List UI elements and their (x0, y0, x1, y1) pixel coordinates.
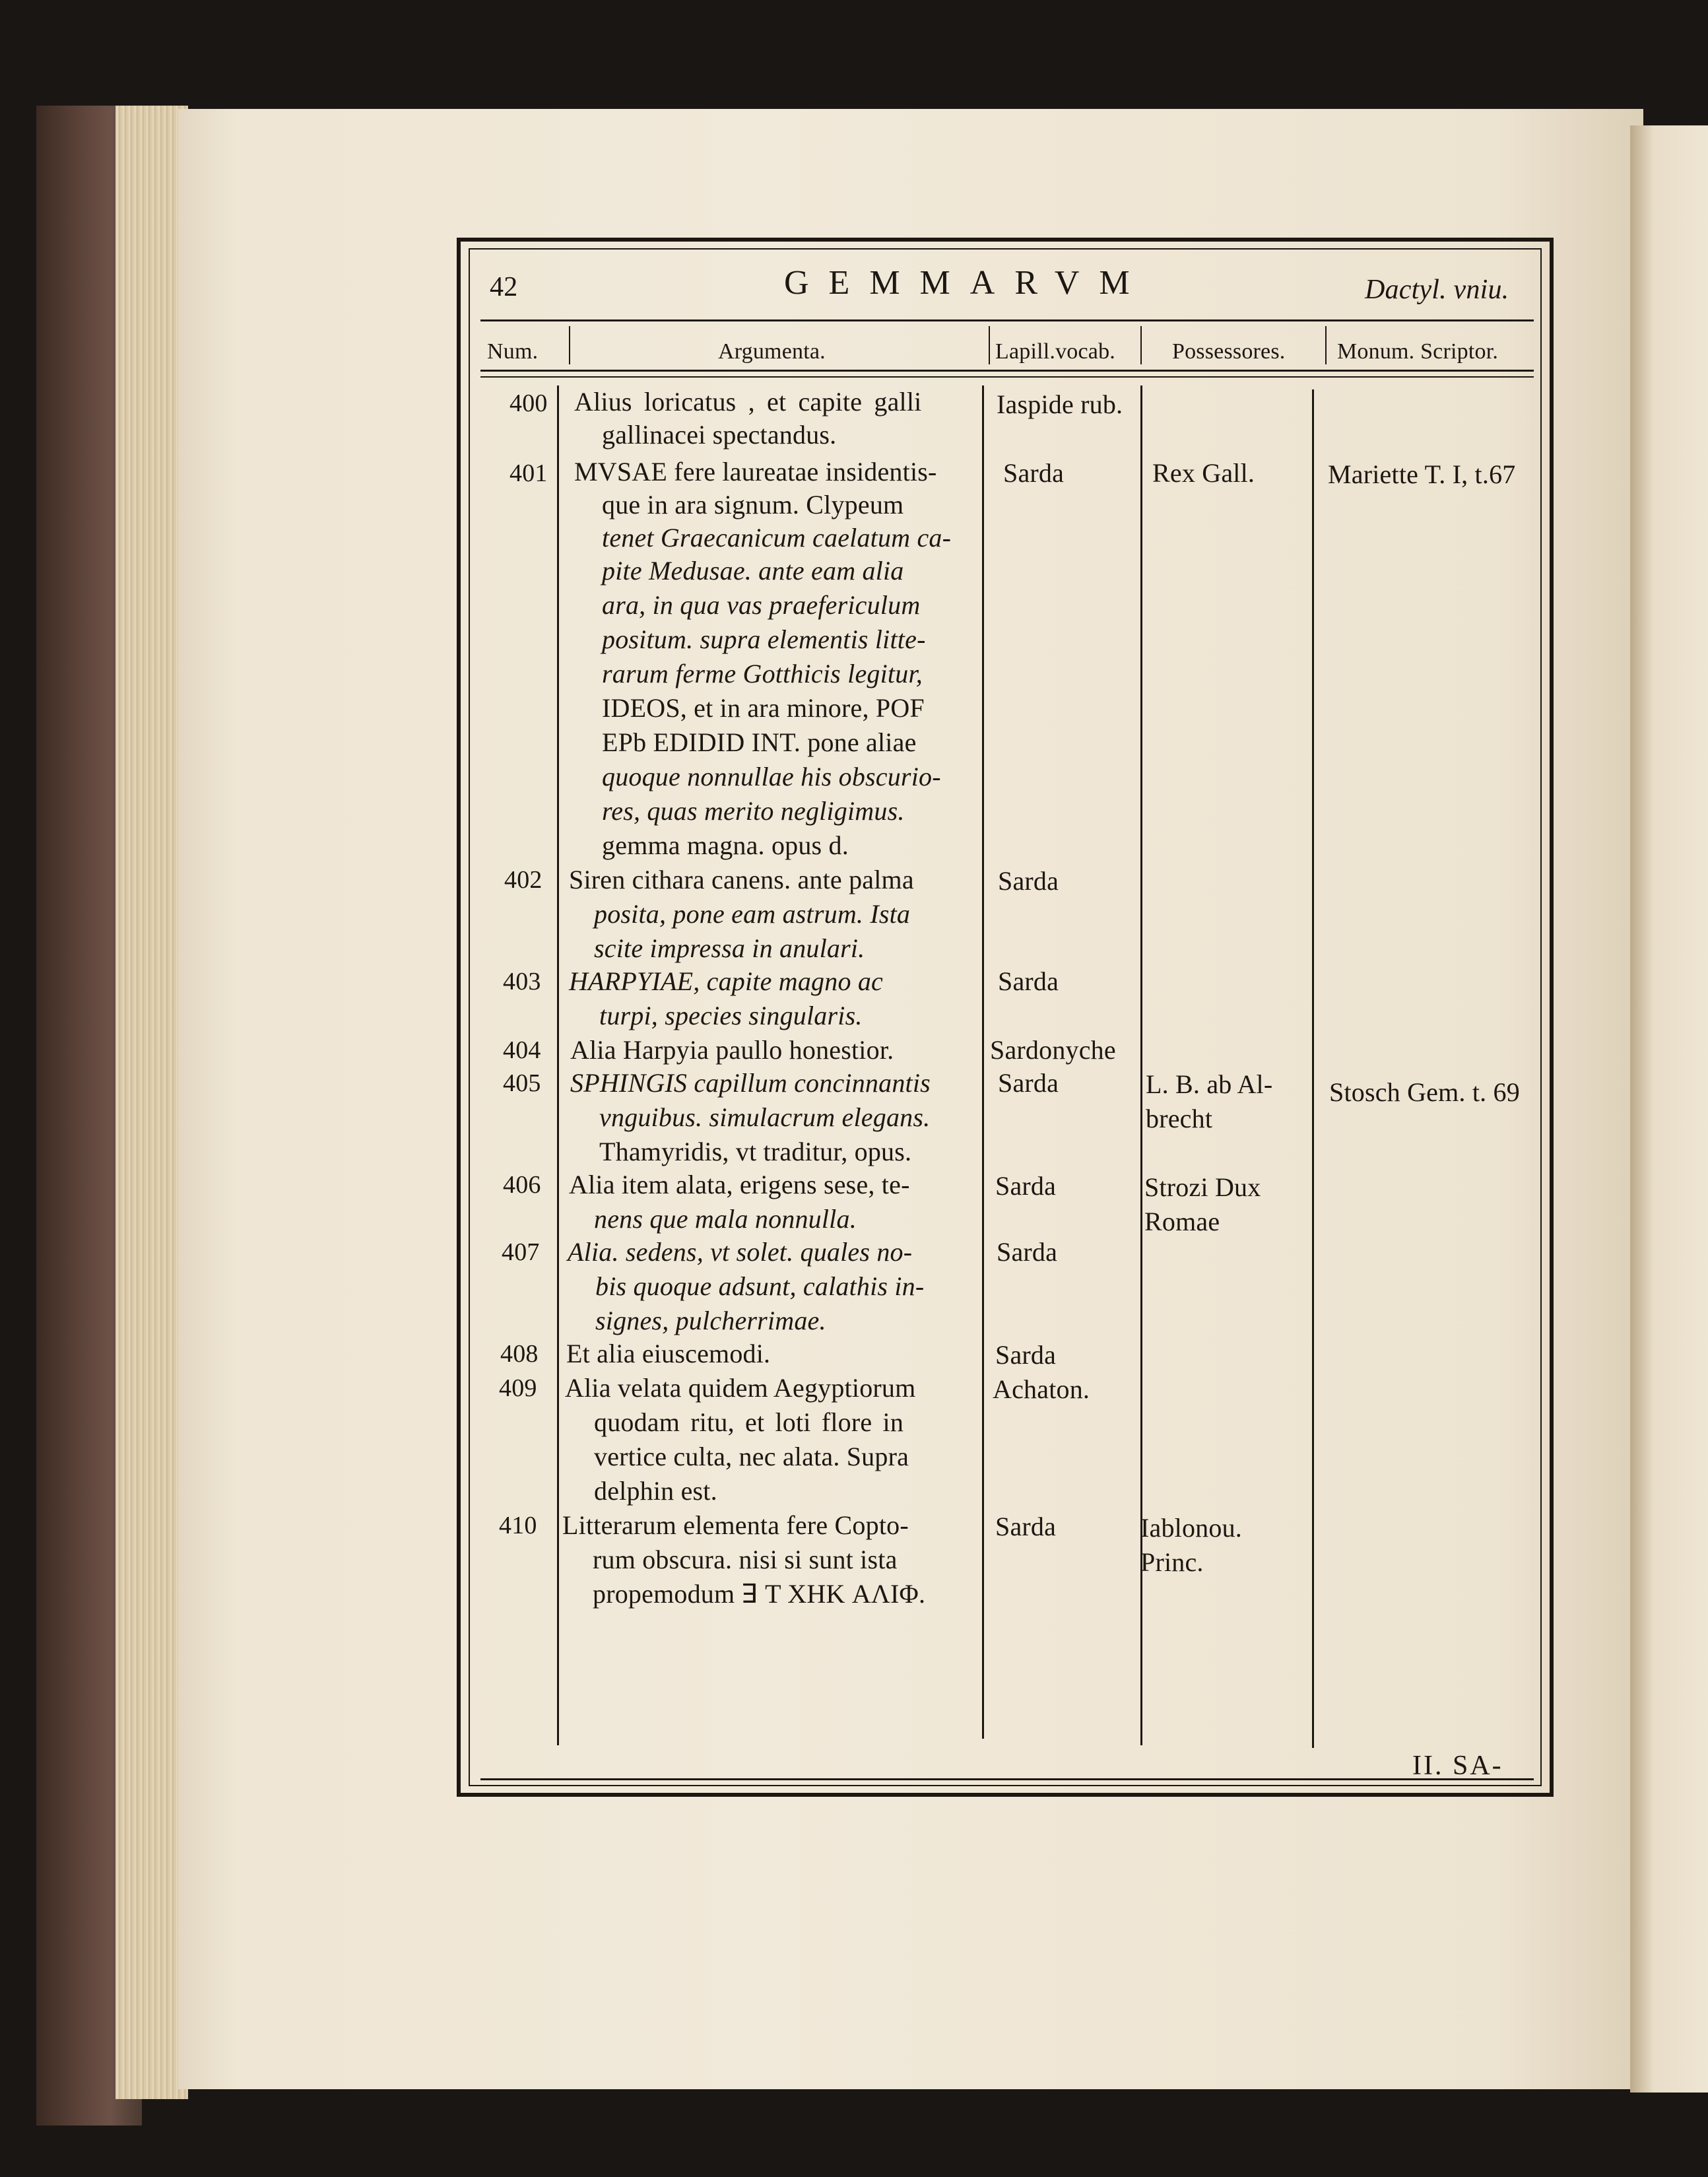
entry-num: 408 (500, 1340, 539, 1368)
entry-stone: Sarda (998, 966, 1059, 996)
entry-owner: Rex Gall. (1152, 458, 1255, 488)
entry-num: 403 (503, 968, 541, 995)
entry-text-line: gallinacei spectandus. (602, 420, 837, 450)
entry-text-line: Et alia eiuscemodi. (566, 1339, 771, 1368)
entry-text-line: bis quoque adsunt, calathis in- (595, 1271, 925, 1301)
entry-stone: Sarda (995, 1512, 1057, 1541)
entry-text-line: res, quas merito negligimus. (602, 796, 905, 826)
footer-rule (480, 1778, 1534, 1780)
entry-text-line: vertice culta, nec alata. Supra (594, 1442, 909, 1471)
entry-monum: Stosch Gem. t. 69 (1329, 1077, 1520, 1107)
col-rule-4 (1312, 389, 1314, 1748)
entry-text-line: HARPYIAE, capite magno ac (569, 966, 883, 996)
entry-text-line: rum obscura. nisi si sunt ista (593, 1545, 898, 1574)
entry-text-line: Siren cithara canens. ante palma (569, 865, 914, 894)
col-rule-1 (557, 385, 559, 1745)
entry-text-line: quoque nonnullae his obscurio- (602, 762, 941, 791)
entry-text-line: nens que mala nonnulla. (594, 1204, 857, 1234)
entry-num: 404 (503, 1036, 541, 1064)
entry-text-line: vnguibus. simulacrum elegans. (599, 1102, 931, 1132)
entry-text-line: Thamyridis, vt traditur, opus. (599, 1137, 912, 1166)
col-head-sep-4 (1325, 326, 1327, 364)
entry-text-line: Litterarum elementa fere Copto- (562, 1510, 909, 1540)
col-rule-2 (982, 385, 984, 1739)
entry-text-line: MVSAE fere laureatae insidentis- (574, 457, 937, 486)
entry-text-line: Alia. sedens, vt solet. quales no- (568, 1237, 913, 1267)
entry-num: 400 (509, 389, 548, 417)
header-rule-bottom-2 (480, 376, 1534, 378)
col-head-sep-3 (1140, 326, 1142, 364)
entry-stone: Sarda (995, 1171, 1057, 1201)
entry-stone: Sarda (997, 1237, 1058, 1267)
entry-text-line: positum. supra elementis litte- (602, 624, 926, 654)
page-edges (115, 106, 188, 2099)
entry-num: 402 (504, 866, 542, 894)
col-head-monum: Monum. Scriptor. (1337, 339, 1499, 364)
entry-text-line: tenet Graecanicum caelatum ca- (602, 523, 952, 553)
running-head-right: Dactyl. vniu. (1365, 275, 1509, 305)
entry-stone: Sarda (998, 1068, 1059, 1098)
entry-num: 406 (503, 1171, 541, 1199)
header-rule-bottom (480, 370, 1534, 372)
entry-text-line: Alius loricatus , et capite galli (574, 387, 922, 417)
col-head-sep-1 (569, 326, 570, 364)
entry-text-line: delphin est. (594, 1476, 717, 1506)
col-head-argumenta: Argumenta. (718, 339, 826, 364)
entry-text-line: Alia velata quidem Aegyptiorum (565, 1373, 916, 1403)
col-head-num: Num. (487, 339, 539, 364)
entry-text-line: SPHINGIS capillum concinnantis (570, 1068, 931, 1098)
entry-monum: Mariette T. I, t.67 (1328, 459, 1516, 489)
entry-num: 409 (499, 1374, 537, 1402)
entry-text-line: quodam ritu, et loti flore in (594, 1407, 904, 1437)
entry-text-line: Alia item alata, erigens sese, te- (569, 1170, 910, 1199)
entry-text-line: scite impressa in anulari. (594, 933, 865, 963)
entry-num: 410 (499, 1512, 537, 1539)
col-head-sep-2 (989, 326, 990, 364)
entry-text-line: Alia Harpyia paullo honestior. (570, 1035, 894, 1065)
entry-num: 401 (509, 459, 548, 487)
entry-owner: Romae (1144, 1207, 1220, 1236)
entry-stone: Sarda (1003, 458, 1065, 488)
entry-stone: Sardonyche (990, 1035, 1116, 1065)
entry-text-line: turpi, species singularis. (599, 1001, 863, 1030)
entry-text-line: pite Medusae. ante eam alia (602, 556, 904, 586)
entry-text-line: gemma magna. opus d. (602, 830, 849, 860)
entry-stone: Achaton. (993, 1374, 1090, 1404)
entry-owner: Strozi Dux (1144, 1172, 1261, 1202)
entry-text-line: EPb EDIDID INT. pone aliae (602, 727, 917, 757)
entry-text-line: IDEOS, et in ara minore, POF (602, 693, 925, 723)
col-head-possessores: Possessores. (1172, 339, 1286, 364)
entry-owner: Princ. (1140, 1547, 1204, 1577)
facing-page-edge (1630, 125, 1708, 2093)
header-rule-top (480, 319, 1534, 321)
entry-text-line: posita, pone eam astrum. Ista (594, 899, 911, 929)
catchword: II. SA- (1412, 1751, 1503, 1781)
entry-num: 407 (502, 1238, 540, 1266)
entry-text-line: signes, pulcherrimae. (595, 1306, 826, 1335)
entry-stone: Iaspide rub. (997, 389, 1123, 419)
entry-text-line: propemodum ꓱ T XHK ΑΛΙΦ. (593, 1579, 926, 1609)
entry-owner: brecht (1146, 1104, 1213, 1133)
page-number: 42 (490, 272, 518, 302)
entry-text-line: rarum ferme Gotthicis legitur, (602, 659, 923, 688)
entry-num: 405 (503, 1069, 541, 1097)
col-head-lapill: Lapill.vocab. (995, 339, 1115, 364)
entry-owner: L. B. ab Al- (1146, 1069, 1273, 1099)
page-title: GEMMARVM (784, 264, 1150, 302)
entry-text-line: ara, in qua vas praefericulum (602, 590, 921, 620)
entry-text-line: que in ara signum. Clypeum (602, 490, 904, 519)
entry-stone: Sarda (998, 866, 1059, 896)
entry-stone: Sarda (995, 1340, 1057, 1370)
entry-owner: Iablonou. (1140, 1513, 1242, 1543)
